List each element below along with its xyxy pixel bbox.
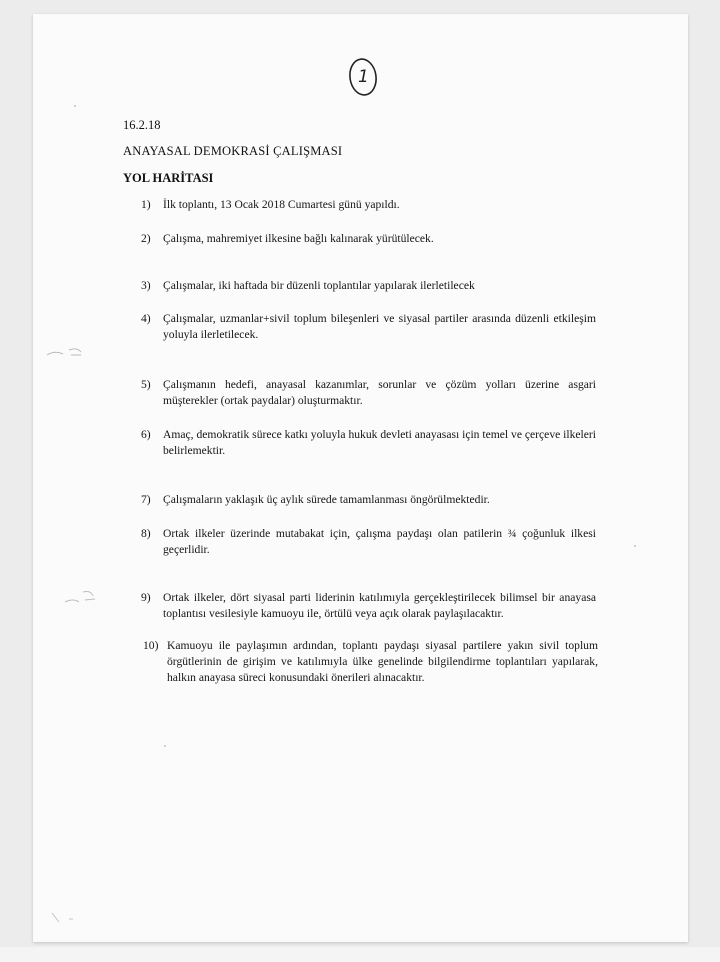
list-item xyxy=(141,526,596,558)
item-number: 10) xyxy=(143,639,159,652)
item-text: Çalışmalar, uzmanlar+sivil toplum bileşenleri ve siyasal partiler arasında düzenli etkileşim yoluyla ilerletilecek. xyxy=(163,312,596,341)
list-item xyxy=(141,197,596,213)
item-text: Çalışmanın hedefi, anayasal kazanımlar, sorunlar ve çözüm yolları üzerine asgari müşterekler (ortak paydalar) oluşturmaktır. xyxy=(163,378,596,407)
document-page xyxy=(33,14,688,942)
item-text: İlk toplantı, 13 Ocak 2018 Cumartesi günü yapıldı. xyxy=(163,198,400,211)
item-number: 2) xyxy=(141,232,151,245)
page-number-text: 1 xyxy=(358,67,369,87)
item-text: Amaç, demokratik sürece katkı yoluyla hukuk devleti anayasası için temel ve çerçeve ilkeleri belirlemektir. xyxy=(163,428,596,457)
item-number: 4) xyxy=(141,312,151,325)
item-text: Kamuoyu ile paylaşımın ardından, toplantı paydaşı siyasal partilere yakın sivil toplum örgütlerinin de girişim ve katılımıyla ülke genelinde bilgilendirme toplantıları yapılarak, halkın anayasa süreci konusundaki önerileri alınacaktır. xyxy=(167,639,598,684)
speck-mark xyxy=(633,544,637,548)
item-text: Çalışmalar, iki haftada bir düzenli toplantılar yapılarak ilerletilecek xyxy=(163,279,475,292)
item-number: 6) xyxy=(141,428,151,441)
item-text: Çalışmaların yaklaşık üç aylık sürede tamamlanması öngörülmektedir. xyxy=(163,493,490,506)
page-number-mark xyxy=(345,54,385,100)
list-item xyxy=(141,590,596,622)
list-item xyxy=(141,377,596,409)
list-item xyxy=(141,278,596,294)
item-number: 3) xyxy=(141,279,151,292)
scan-artifact-mark xyxy=(49,910,77,926)
list-item xyxy=(141,231,596,247)
item-text: Çalışma, mahremiyet ilkesine bağlı kalınarak yürütülecek. xyxy=(163,232,434,245)
scan-artifact-mark xyxy=(61,588,97,608)
item-number: 7) xyxy=(141,493,151,506)
item-number: 9) xyxy=(141,591,151,604)
speck-mark xyxy=(163,744,167,748)
item-number: 8) xyxy=(141,527,151,540)
item-number: 5) xyxy=(141,378,151,391)
list-item xyxy=(141,311,596,343)
speck-mark xyxy=(73,104,77,108)
item-text: Ortak ilkeler, dört siyasal parti liderinin katılımıyla gerçekleştirilecek bilimsel bir anayasa toplantısı vesilesiyle kamuoyu ile, örtülü veya açık olarak paylaşılacaktır. xyxy=(163,591,596,620)
list-item xyxy=(141,427,596,459)
list-item xyxy=(141,492,596,508)
item-text: Ortak ilkeler üzerinde mutabakat için, çalışma paydaşı olan patilerin ¾ çoğunluk ilkesi geçerlidir. xyxy=(163,527,596,556)
item-number: 1) xyxy=(141,198,151,211)
document-title: ANAYASAL DEMOKRASİ ÇALIŞMASI xyxy=(123,144,343,158)
document-date: 16.2.18 xyxy=(123,118,161,132)
document-subtitle: YOL HARİTASI xyxy=(123,171,214,185)
viewer-bottom-strip xyxy=(0,947,720,962)
list-item xyxy=(143,638,598,686)
scan-artifact-mark xyxy=(45,344,85,360)
